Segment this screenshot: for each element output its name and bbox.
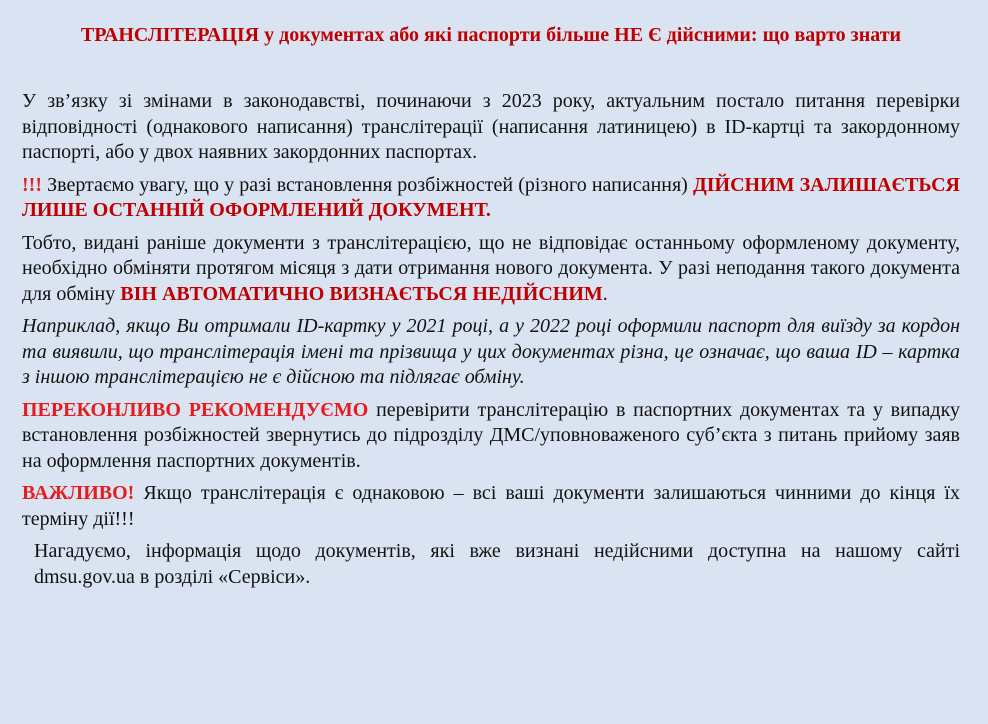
attention-marker: !!! <box>22 173 42 196</box>
paragraph-reminder: Нагадуємо, інформація щодо документів, які вже визнані недійсними доступна на нашому сайті dmsu.gov.ua в розділі «Сервіси». <box>34 540 960 588</box>
attention-emphasis: ДІЙСНИМ ЗАЛИШАЄТЬСЯ ЛИШЕ ОСТАННІЙ ОФОРМЛЕНИЙ ДОКУМЕНТ. <box>22 173 960 221</box>
paragraph-exchange <box>22 231 960 308</box>
exchange-emphasis: ВІН АВТОМАТИЧНО ВИЗНАЄТЬСЯ НЕДІЙСНИМ <box>120 282 603 305</box>
attention-text: Звертаємо увагу, що у разі встановлення розбіжностей (різного написання) <box>41 173 693 196</box>
paragraph-important <box>22 481 960 532</box>
page-title: ТРАНСЛІТЕРАЦІЯ у документах або які паспорти більше НЕ Є дійсними: що варто знати <box>80 24 902 46</box>
paragraph-example: Наприклад, якщо Ви отримали ID-картку у 2021 році, а у 2022 році оформили паспорт для виїзду за кордон та виявили, що транслітерація імені та прізвища у цих документах різна, це означає, що ваша ID – картка з іншою транслітерацією не є дійсною та підлягає обміну. <box>22 315 960 388</box>
exchange-suffix: . <box>602 282 608 305</box>
important-emphasis: ВАЖЛИВО! <box>22 482 135 504</box>
document-body <box>22 89 960 590</box>
important-text: Якщо транслітерація є однаковою – всі ваші документи залишаються чинними до кінця їх терміну дії!!! <box>22 482 960 530</box>
exchange-text: Тобто, видані раніше документи з транслітерацією, що не відповідає останньому оформленому документу, необхідно обміняти протягом місяця з дати отримання нового документа. У разі неподання такого документа для обміну <box>22 231 960 305</box>
paragraph-recommendation <box>22 398 960 475</box>
recommendation-emphasis: ПЕРЕКОНЛИВО РЕКОМЕНДУЄМО <box>22 398 369 421</box>
recommendation-text: перевірити транслітерацію в паспортних документах та у випадку встановлення розбіжностей звернутись до підрозділу ДМС/уповноваженого суб’єкта з питань прийому заяв на оформлення паспортних документів. <box>22 398 961 472</box>
paragraph-attention <box>22 173 960 224</box>
paragraph-intro: У зв’язку зі змінами в законодавстві, починаючи з 2023 року, актуальним постало питання перевірки відповідності (однакового написання) транслітерації (написання латиницею) в ID-картці та закордонному паспорті, або у двох наявних закордонних паспортах. <box>22 90 960 163</box>
